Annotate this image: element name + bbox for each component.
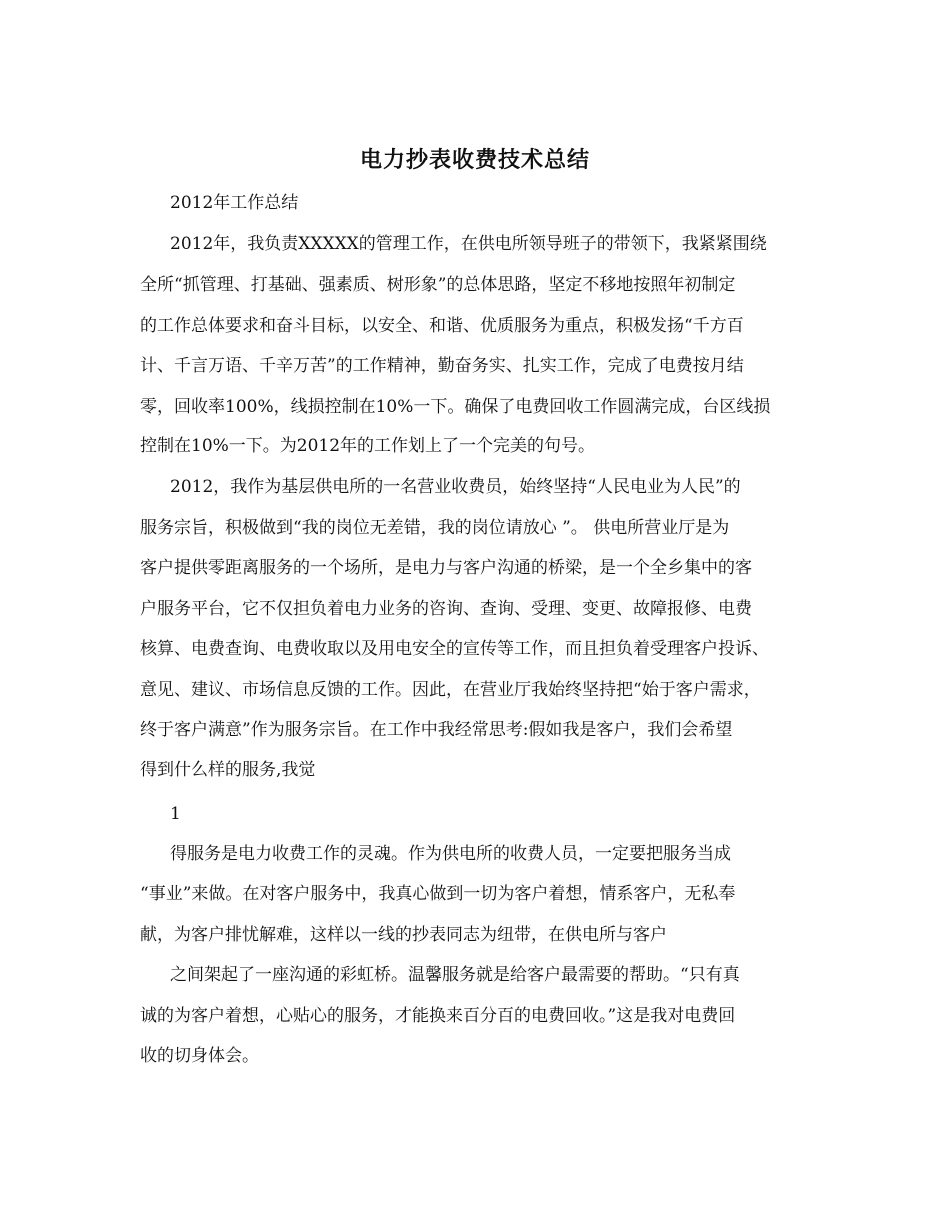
paragraph-line: 户服务平台，它不仅担负着电力业务的咨询、查询、受理、变更、故障报修、电费 [140, 599, 752, 619]
paragraph-line: 诚的为客户着想，心贴心的服务，才能换来百分百的电费回收。”这是我对电费回 [140, 1006, 736, 1026]
paragraph-line: 之间架起了一座沟通的彩虹桥。温馨服务就是给客户最需要的帮助。“只有真 [170, 965, 740, 985]
paragraph-line: 得服务是电力收费工作的灵魂。作为供电所的收费人员，一定要把服务当成 [170, 844, 731, 864]
document-title: 电力抄表收费技术总结 [359, 147, 590, 173]
subtitle-line: 2012年工作总结 [170, 193, 299, 213]
paragraph-line: “事业”来做。在对客户服务中，我真心做到一切为客户着想，情系客户，无私奉 [140, 884, 736, 904]
paragraph-line: 终于客户满意”作为服务宗旨。在工作中我经常思考:假如我是客户，我们会希望 [140, 720, 733, 740]
page-number: 1 [170, 804, 181, 824]
paragraph-line: 控制在10%一下。为2012年的工作划上了一个完美的句号。 [140, 436, 596, 456]
paragraph-line: 核算、电费查询、电费收取以及用电安全的宣传等工作，而且担负着受理客户投诉、 [140, 639, 769, 659]
paragraph-line: 2012，我作为基层供电所的一名营业收费员，始终坚持“人民电业为人民”的 [170, 477, 741, 497]
paragraph-line: 得到什么样的服务,我觉 [140, 760, 316, 780]
paragraph-line: 服务宗旨，积极做到“我的岗位无差错，我的岗位请放心 ”。 供电所营业厅是为 [140, 518, 730, 538]
paragraph-line: 全所“抓管理、打基础、强素质、树形象”的总体思路，坚定不移地按照年初制定 [140, 275, 736, 295]
paragraph-line: 计、千言万语、千辛万苦”的工作精神，勤奋务实、扎实工作，完成了电费按月结 [140, 356, 744, 376]
paragraph-line: 客户提供零距离服务的一个场所，是电力与客户沟通的桥梁，是一个全乡集中的客 [140, 558, 752, 578]
paragraph-line: 献，为客户排忧解难，这样以一线的抄表同志为纽带，在供电所与客户 [140, 925, 667, 945]
paragraph-line: 意见、建议、市场信息反馈的工作。因此，在营业厅我始终坚持把“始于客户需求， [140, 680, 761, 700]
paragraph-line: 收的切身体会。 [140, 1046, 259, 1066]
paragraph-line: 的工作总体要求和奋斗目标，以安全、和谐、优质服务为重点，积极发扬“千方百 [140, 316, 744, 336]
paragraph-line: 零，回收率100%，线损控制在10%一下。确保了电费回收工作圆满完成，台区线损 [140, 397, 771, 417]
paragraph-line: 2012年，我负责XXXXX的管理工作，在供电所领导班子的带领下，我紧紧围绕 [170, 234, 767, 254]
